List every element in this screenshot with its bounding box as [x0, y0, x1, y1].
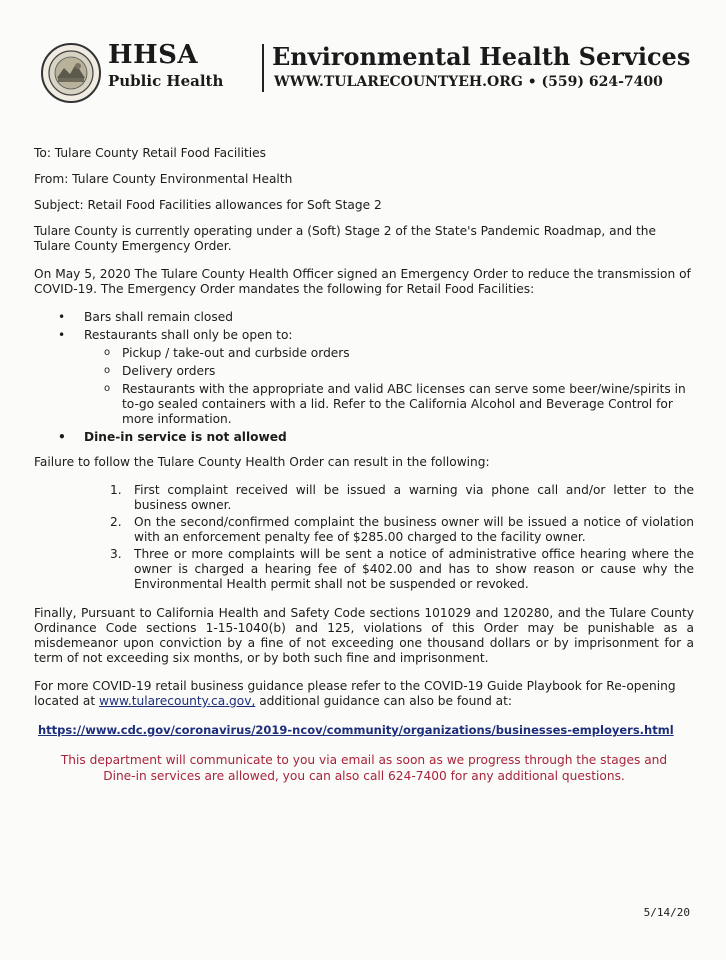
legal-paragraph: Finally, Pursuant to California Health and Safety Code sections 101029 and 120280, and the Tulare County Ordinance Code sections 1-15-1040(b) and 125, violations of this Order may be punishable as a misdemeanor upon conviction by a fine of not exceeding one thousand dollars or by imprisonment for a term of not exceeding six months, or by both such fine and imprisonment. — [34, 606, 694, 665]
consequences-list — [110, 483, 694, 592]
intro-paragraph-1: Tulare County is currently operating under a (Soft) Stage 2 of the State's Pandemic Roadmap, and the Tulare County Emergency Order. — [34, 224, 656, 253]
list-number: 2. — [110, 515, 122, 529]
list-item — [110, 515, 694, 545]
guidance-paragraph — [34, 679, 694, 709]
header-divider — [262, 44, 264, 92]
cdc-guidance-link[interactable]: https://www.cdc.gov/coronavirus/2019-ncov/community/organizations/businesses-employers.html — [38, 723, 674, 737]
letterhead — [40, 40, 691, 104]
restaurants-label: Restaurants shall only be open to: — [84, 328, 293, 342]
document-date: 5/14/20 — [643, 906, 690, 919]
list-item — [110, 547, 694, 592]
list-item — [110, 483, 694, 513]
closing-note: This department will communicate to you via email as soon as we progress through the stages and Dine-in services are allowed, you can also call 624-7400 for any additional questions. — [60, 753, 668, 783]
restaurant-options-list — [102, 346, 694, 427]
memo-from: From: Tulare County Environmental Health — [34, 172, 293, 186]
list-text: On the second/confirmed complaint the business owner will be issued a notice of violation with an enforcement penalty fee of $285.00 charged to the facility owner. — [134, 515, 694, 544]
list-item: o Delivery orders — [102, 364, 694, 379]
mandates-list — [54, 310, 694, 445]
org-sub-name: Public Health — [108, 72, 224, 90]
list-item: • Bars shall remain closed — [54, 310, 694, 325]
memo-body — [34, 146, 694, 784]
list-number: 3. — [110, 547, 122, 561]
list-item: • Dine-in service is not allowed — [54, 430, 694, 445]
failure-intro: Failure to follow the Tulare County Health Order can result in the following: — [34, 455, 490, 469]
list-item: o Pickup / take-out and curbside orders — [102, 346, 694, 361]
intro-paragraph-2: On May 5, 2020 The Tulare County Health Officer signed an Emergency Order to reduce the transmission of COVID-19. The Emergency Order mandates the following for Retail Food Facilities: — [34, 267, 691, 296]
cdc-url-line — [38, 723, 694, 738]
county-website-link[interactable]: www.tularecounty.ca.gov, — [99, 694, 256, 708]
memo-subject: Subject: Retail Food Facilities allowances for Soft Stage 2 — [34, 198, 382, 212]
list-text: Three or more complaints will be sent a notice of administrative office hearing where the owner is charged a hearing fee of $402.00 and has to show reason or cause why the Environmental Health permit shall not be suspended or revoked. — [134, 547, 694, 591]
memo-to: To: Tulare County Retail Food Facilities — [34, 146, 267, 160]
list-item — [54, 328, 694, 427]
guidance-text-after: additional guidance can also be found at: — [259, 694, 513, 708]
guidance-text-before: For more COVID-19 retail business guidance please refer to the COVID-19 Guide Playbook for Re-opening located at — [34, 679, 676, 708]
department-title: Environmental Health Services — [272, 42, 691, 71]
list-number: 1. — [110, 483, 122, 497]
list-item: o Restaurants with the appropriate and valid ABC licenses can serve some beer/wine/spirits in to-go sealed containers with a lid. Refer to the California Alcohol and Beverage Control for more information. — [102, 382, 694, 427]
county-seal-icon — [40, 42, 102, 104]
org-short-name: HHSA — [108, 40, 199, 70]
department-contact: WWW.TULARECOUNTYEH.ORG • (559) 624-7400 — [274, 74, 663, 90]
list-text: First complaint received will be issued a warning via phone call and/or letter to the business owner. — [134, 483, 694, 512]
